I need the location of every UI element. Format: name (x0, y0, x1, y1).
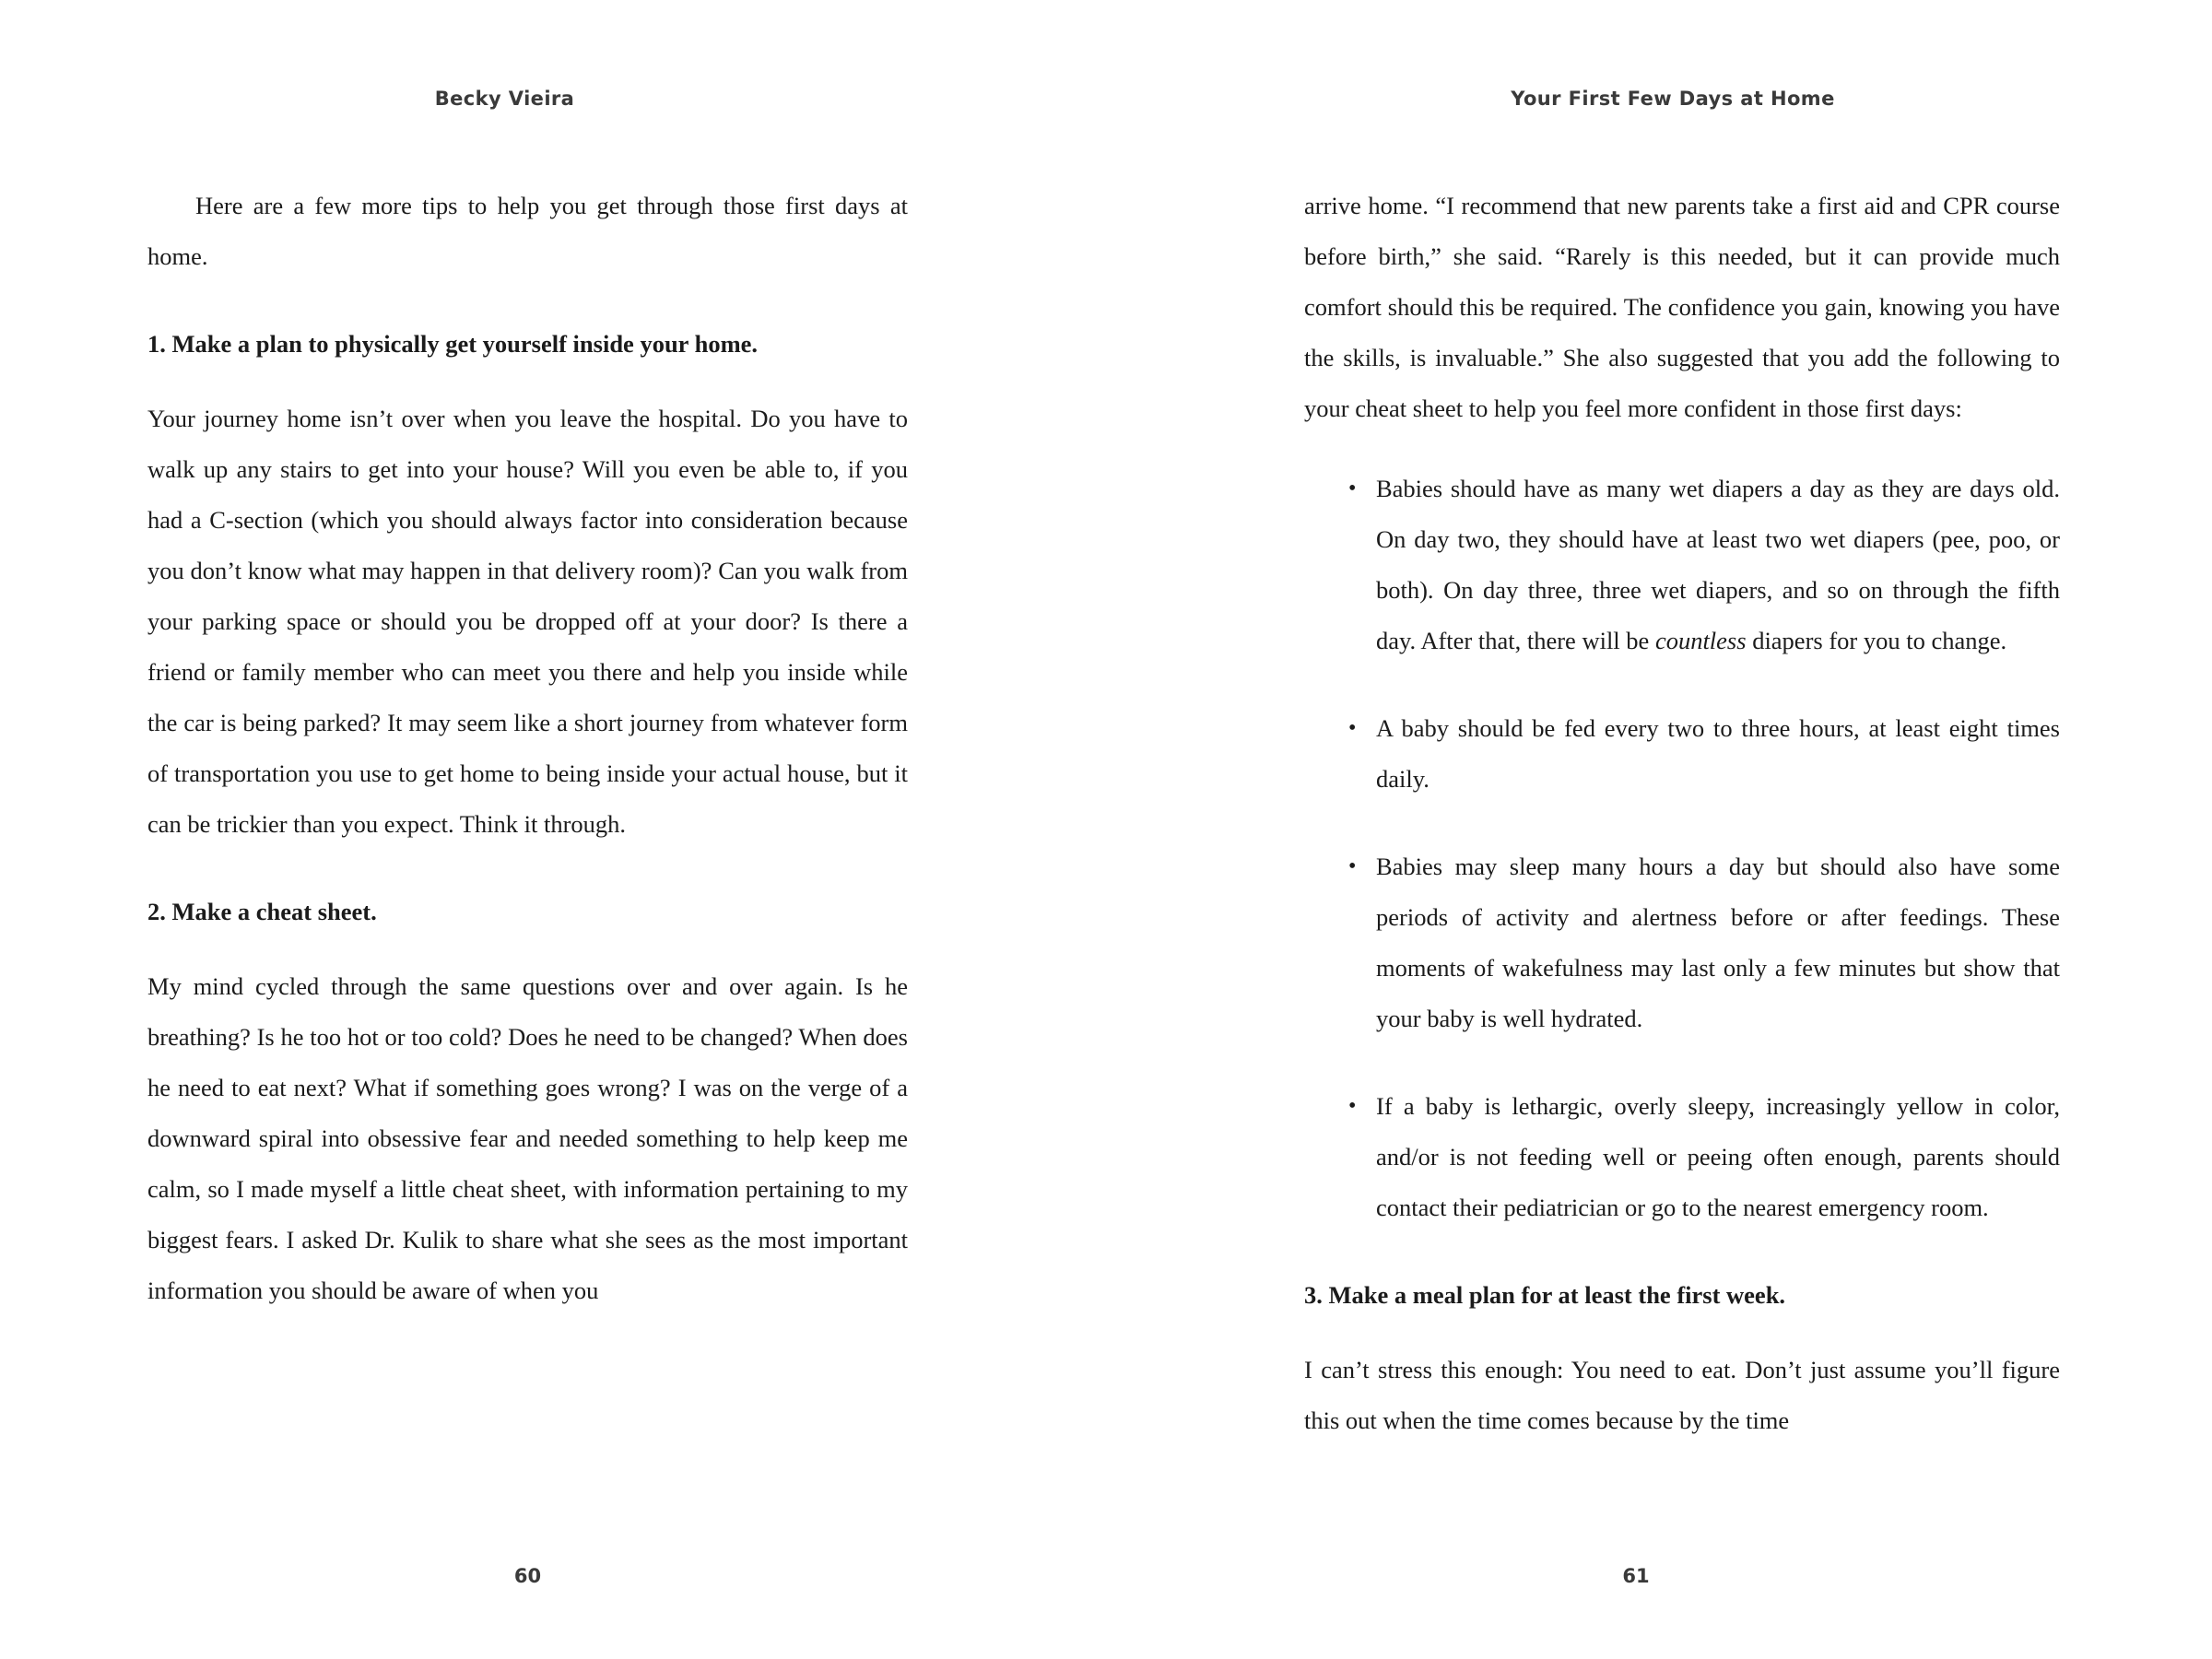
heading-meal-plan: 3. Make a meal plan for at least the first week. (1304, 1281, 1786, 1309)
list-item: • Babies may sleep many hours a day but should also have some periods of activity and alertness before or after feedings. These moments of wakefulness may last only a few minutes but show that your baby is well hydrated. (1304, 841, 2060, 1044)
bullet-text-after: diapers for you to change. (1746, 627, 2007, 654)
right-page (1106, 0, 2212, 1659)
running-head-right: Your First Few Days at Home (1511, 88, 1835, 110)
heading-cheat-sheet: 2. Make a cheat sheet. (147, 898, 377, 925)
list-item: • A baby should be fed every two to three hours, at least eight times daily. (1304, 703, 2060, 805)
paragraph-intro: Here are a few more tips to help you get through those first days at home. (147, 192, 908, 270)
paragraph-continued: arrive home. “I recommend that new parents take a first aid and CPR course before birth,” she said. “Rarely is this needed, but it can provide much comfort should this be required. The confidence you gain, knowing you have the skills, is invaluable.” She also suggested that you add the following to your cheat sheet to help you feel more confident in those first days: (1304, 192, 2060, 422)
tips-bullet-list (1304, 464, 2060, 1233)
heading-make-a-plan: 1. Make a plan to physically get yourself inside your home. (147, 330, 759, 358)
page-number-right: 61 (1622, 1565, 1650, 1587)
paragraph-meal-plan: I can’t stress this enough: You need to eat. Don’t just assume you’ll figure this out when the time comes because by the time (1304, 1356, 2060, 1434)
list-item: • If a baby is lethargic, overly sleepy, increasingly yellow in color, and/or is not feeding well or peeing often enough, parents should contact their pediatrician or go to the nearest emergency room. (1304, 1081, 2060, 1233)
paragraph-cheat-sheet: My mind cycled through the same questions over and over again. Is he breathing? Is he too hot or too cold? Does he need to be changed? When does he need to eat next? What if something goes wrong? I was on the verge of a downward spiral into obsessive fear and needed something to help keep me calm, so I made myself a little cheat sheet, with information pertaining to my biggest fears. I asked Dr. Kulik to share what she sees as the most important information you should be aware of when you (147, 972, 908, 1304)
page-number-left: 60 (513, 1565, 542, 1587)
running-head-left: Becky Vieira (434, 88, 575, 110)
paragraph-make-a-plan: Your journey home isn’t over when you leave the hospital. Do you have to walk up any stairs to get into your house? Will you even be able to, if you had a C-section (which you should always factor into consideration because you don’t know what may happen in that delivery room)? Can you walk from your parking space or should you be dropped off at your door? Is there a friend or family member who can meet you there and help you inside while the car is being parked? It may seem like a short journey from whatever form of transportation you use to get home to being inside your actual house, but it can be trickier than you expect. Think it through. (147, 405, 908, 838)
bullet-emphasis: countless (1654, 627, 1747, 654)
list-item (1304, 464, 2060, 666)
bullet-text-before: Babies should have as many wet diapers a day as they are days old. On day two, they should have at least two wet diapers (pee, poo, or both). On day three, three wet diapers, and so on through the fifth day. After that, there will be (1376, 475, 2060, 654)
